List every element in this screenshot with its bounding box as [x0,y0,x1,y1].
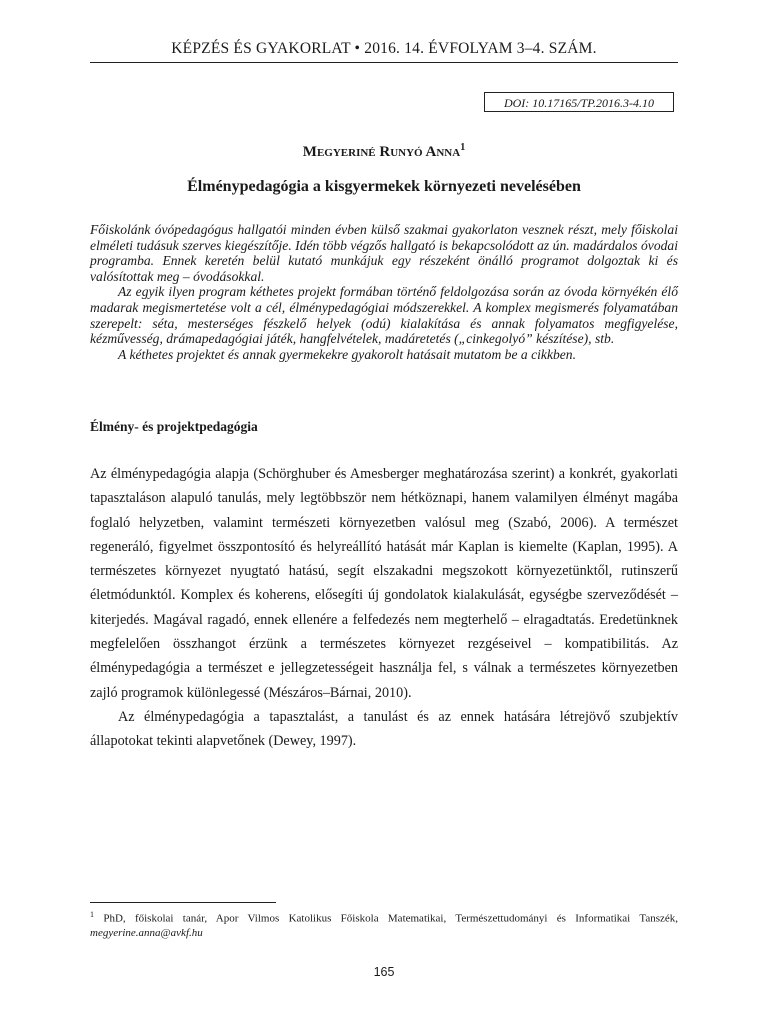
footnote-rule [90,902,276,903]
page-number: 165 [373,965,395,979]
abstract-paragraph: Az egyik ilyen program kéthetes projekt formában történő feldolgozása során az óvoda környékén élő madarak megismertetése volt a cél, élménypedagógiai módszerekkel. A komplex megismerés folyamatában szerepelt: séta, mesterséges fészkelő helyek (odú) kialakítása és annak folyamatos megfigyelése, kézművesség, drámapedagógiai játék, hangfelvételek, madáretetés („cinkegolyó” készítése), stb. [90,284,678,347]
article-title: Élménypedagógia a kisgyermekek környezeti nevelésében [187,178,581,195]
footnote-text: PhD, főiskolai tanár, Apor Vilmos Katolikus Főiskola Matematikai, Természettudományi és Informatikai Tanszék, [103,912,678,925]
body-paragraph: Az élménypedagógia alapja (Schörghuber és Amesberger meghatározása szerint) a konkrét, gyakorlati tapasztaláson alapuló tanulás, mely legtöbbször nem hétköznapi, hanem valamilyen élményt magába foglaló helyzetben, valamint természeti környezetben valósul meg (Szabó, 2006). A természet regeneráló, figyelmet összpontosító és helyreállító hatását már Kaplan is kiemelte (Kaplan, 1995). A természetes környezet nyugtató hatású, segít elszakadni megszokott környezetünktől, rutinszerű életmódunktól. Komplex és koherens, elősegíti új gondolatok kialakulását, egységbe szerveződését – kiterjedés. Magával ragadó, ennek ellenére a felfedezés nem megterhelő – elragadtatás. Eredetünknek megfelelően összhangot érzünk a természetes környezet rezgéseivel – kompatibilitás. Az élménypedagógia a természet e jellegzetességeit használja fel, s válnak a természetes környezetben zajló programok különlegessé (Mészáros–Bárnai, 2010). [90,466,678,701]
section-heading: Élmény- és projektpedagógia [90,419,258,434]
abstract-paragraph: A kéthetes projektet és annak gyermekekre gyakorolt hatásait mutatom be a cikkben. [118,346,577,362]
body-text [90,462,678,754]
author-footnote-mark: 1 [460,142,466,153]
footnote-email[interactable]: megyerine.anna@avkf.hu [90,926,203,939]
abstract-paragraph: Főiskolánk óvópedagógus hallgatói minden évben külső szakmai gyakorlaton vesznek részt, mely főiskolai elméleti tudásuk szerves kiegészítője. Idén több végzős hallgató is bekapcsolódott az ún. madárdalos óvodai programba. Ennek keretén belül kutató munkájuk egy részeként önálló programot dolgoztak ki és valósítottak meg – óvodásokkal. [90,222,678,284]
footnote-mark: 1 [90,910,94,919]
abstract [90,222,678,362]
doi-box: DOI: 10.17165/TP.2016.3-4.10 [484,92,674,112]
header-rule [90,62,678,63]
body-paragraph: Az élménypedagógia a tapasztalást, a tanulást és az ennek hatására létrejövő szubjektív állapotokat tekinti alapvetőnek (Dewey, 1997). [90,708,678,750]
running-header: KÉPZÉS ÉS GYAKORLAT • 2016. 14. ÉVFOLYAM 3–4. SZÁM. [171,40,597,57]
author-name [90,142,678,161]
footnote [90,908,678,940]
author-name-text: Megyeriné Runyó Anna [302,144,461,160]
